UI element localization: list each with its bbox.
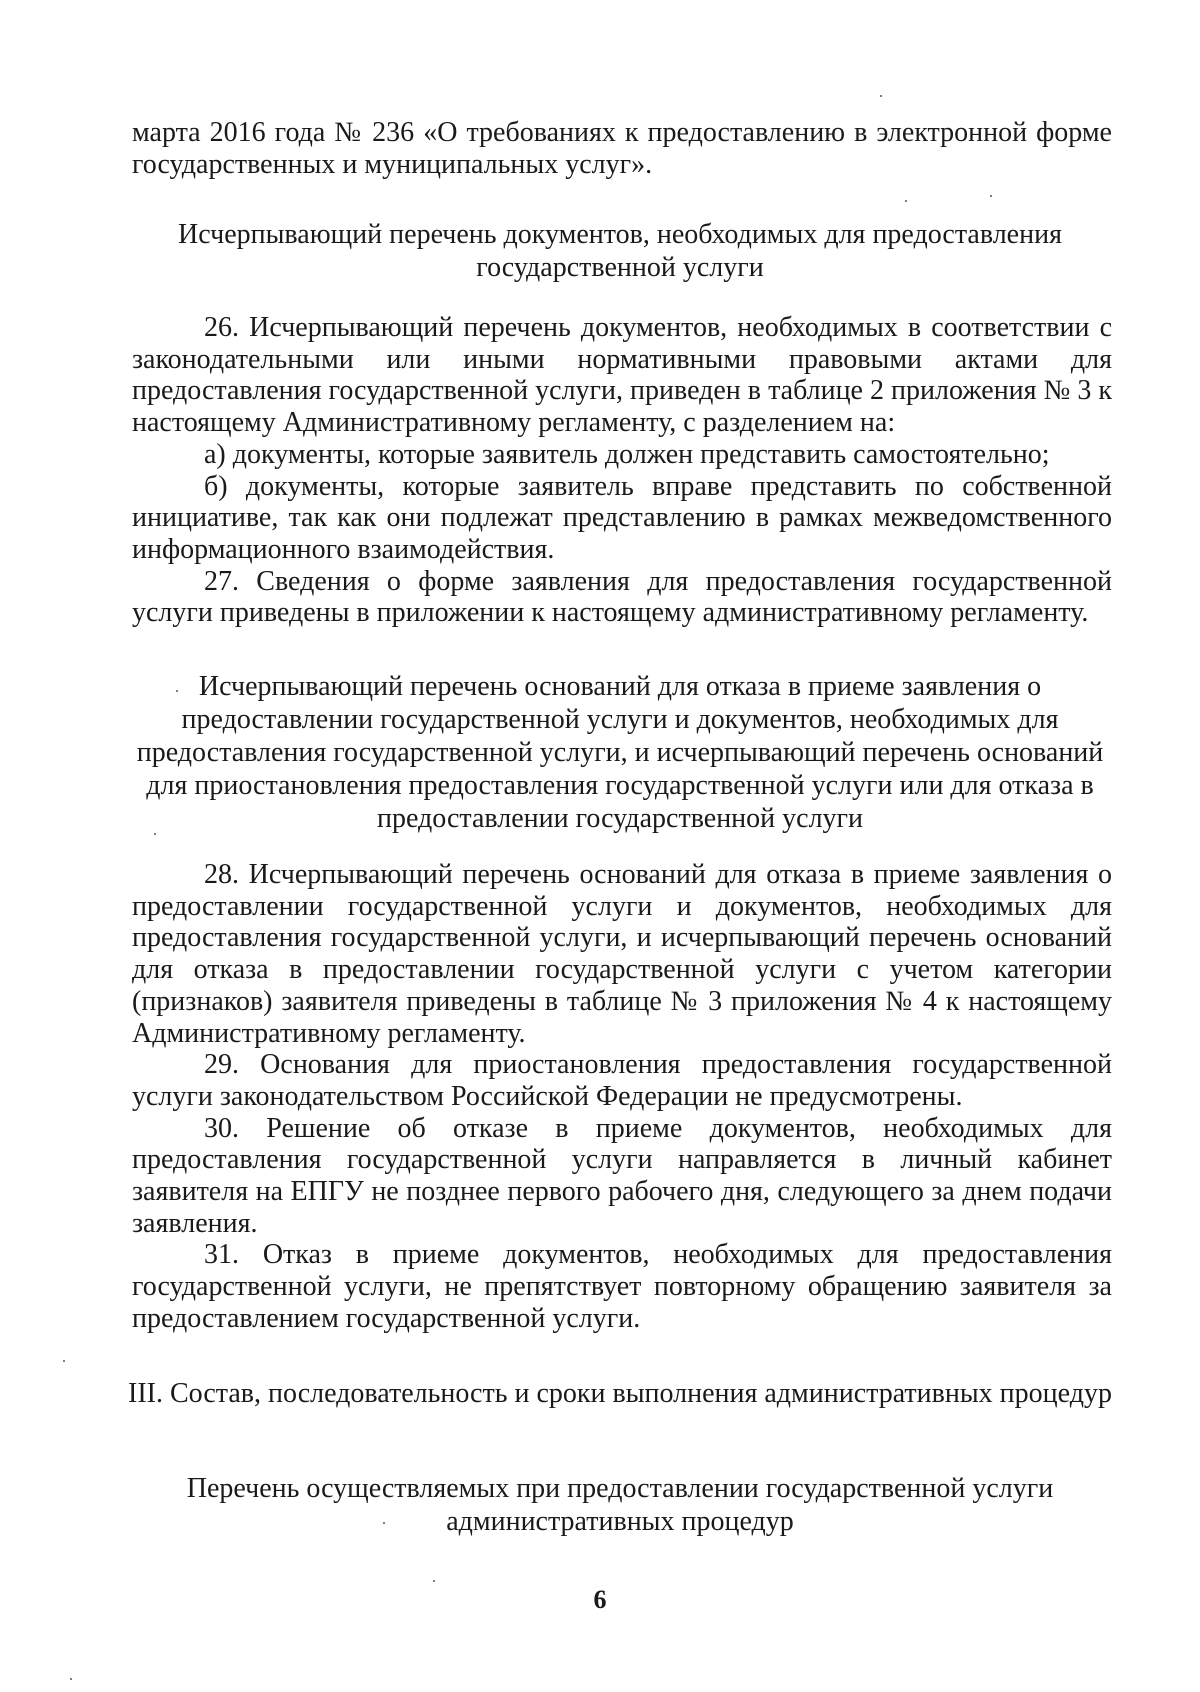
paragraph-30: 30. Решение об отказе в приеме документов, необходимых для предоставления государственной услуги направляется в личный кабинет заявителя на ЕПГУ не позднее первого рабочего дня, следующего за днем подачи заявления.	[132, 1112, 1112, 1239]
continuation-paragraph: марта 2016 года № 236 «О требованиях к предоставлению в электронной форме государственных и муниципальных услуг».	[132, 117, 1112, 180]
paragraph-29: 29. Основания для приостановления предоставления государственной услуги законодательством Российской Федерации не предусмотрены.	[132, 1049, 1112, 1112]
scan-speck	[63, 1360, 65, 1362]
paragraph-28: 28. Исчерпывающий перечень оснований для отказа в приеме заявления о предоставлении государственной услуги и документов, необходимых для предоставления государственной услуги, и исчерпывающий перечень оснований для отказа в предоставлении государственной услуги с учетом категории (признаков) заявителя приведены в таблице № 3 приложения № 4 к настоящему Административному регламенту.	[132, 859, 1112, 1049]
scan-speck	[70, 1678, 72, 1680]
paragraph-26b: б) документы, которые заявитель вправе представить по собственной инициативе, так как они подлежат представлению в рамках межведомственного информационного взаимодействия.	[132, 470, 1112, 565]
scan-speck	[880, 95, 882, 97]
scan-speck	[433, 1580, 435, 1582]
scan-speck	[176, 690, 178, 692]
paragraph-26: 26. Исчерпывающий перечень документов, необходимых в соответствии с законодательными или иными нормативными правовыми актами для предоставления государственной услуги, приведен в таблице 2 приложения № 3 к настоящему Административному регламенту, с разделением на:	[132, 312, 1112, 439]
paragraph-27: 27. Сведения о форме заявления для предоставления государственной услуги приведены в приложении к настоящему административному регламенту.	[132, 565, 1112, 629]
heading-section-3: III. Состав, последовательность и сроки выполнения административных процедур	[128, 1378, 1112, 1409]
scan-speck	[383, 1522, 385, 1524]
paragraph-31: 31. Отказ в приеме документов, необходимых для предоставления государственной услуги, не препятствует повторному обращению заявителя за предоставлением государственной услуги.	[132, 1239, 1112, 1334]
paragraph-26a: а) документы, которые заявитель должен представить самостоятельно;	[204, 438, 1050, 470]
scan-speck	[990, 195, 992, 197]
heading-documents-list: Исчерпывающий перечень документов, необходимых для предоставления государственной услуги	[178, 219, 1062, 283]
scan-speck	[905, 200, 907, 202]
page-number: 6	[593, 1585, 607, 1614]
section-documents-body	[132, 312, 1112, 629]
continuation-text	[132, 117, 1112, 180]
heading-procedures-list: Перечень осуществляемых при предоставлении государственной услуги административных процедур	[186, 1473, 1054, 1537]
scan-speck	[154, 833, 156, 835]
heading-refusal-grounds: Исчерпывающий перечень оснований для отказа в приеме заявления о предоставлении государственной услуги и документов, необходимых для предоставления государственной услуги, и исчерпывающий перечень оснований для приостановления предоставления государственной услуги или для отказа в предоставлении государственной услуги	[136, 671, 1104, 834]
section-refusal-body	[132, 859, 1112, 1335]
